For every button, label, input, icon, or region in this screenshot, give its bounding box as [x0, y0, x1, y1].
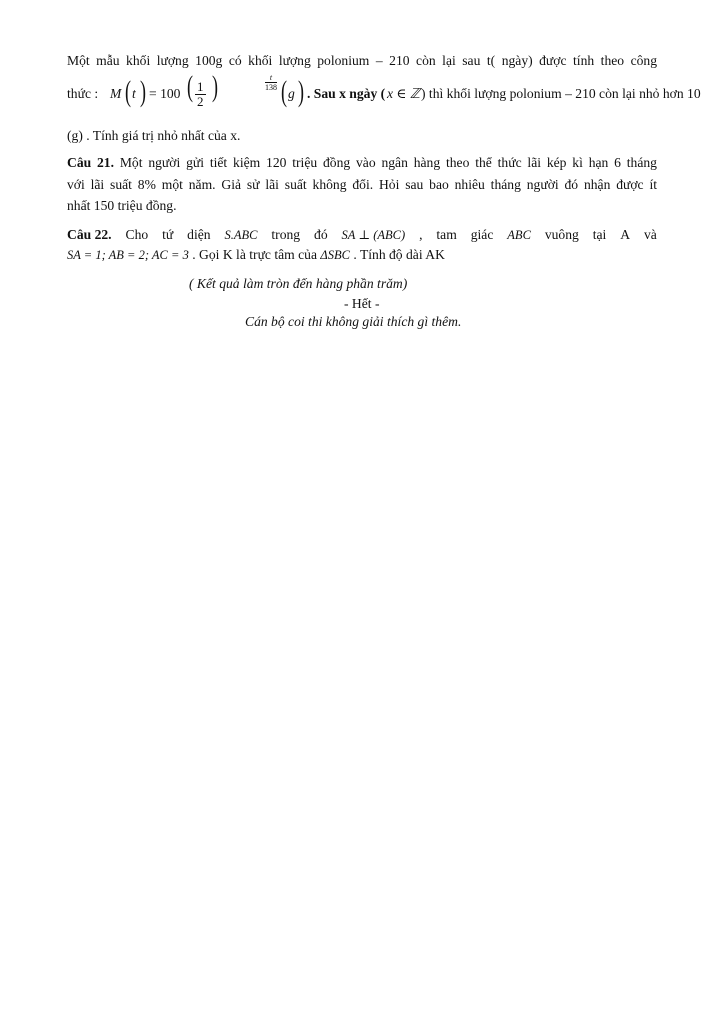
- fraction-half: [195, 80, 206, 109]
- q22-label: Câu 22.: [67, 227, 112, 242]
- q22-line2-math2: ΔSBC: [320, 248, 350, 262]
- q22-w10: tại: [592, 227, 607, 242]
- q21-line1: [67, 152, 657, 174]
- q21-line3-text: nhất 150 triệu đồng.: [67, 198, 177, 213]
- formula-t: t: [132, 86, 136, 101]
- q22-line1: [67, 224, 657, 246]
- q22-m2: SA ⊥ (ABC): [341, 228, 406, 242]
- p1-line3: [67, 128, 657, 144]
- formula-prefix: thức :: [67, 86, 99, 101]
- paren-close-3: ): [298, 75, 304, 108]
- exponent: [265, 73, 277, 92]
- q22-w2: tứ: [162, 227, 174, 242]
- q22-m1: S.ABC: [224, 228, 258, 242]
- q21-line2-text: với lãi suất 8% một năm. Giả sử lãi suất không đổi. Hỏi sau bao nhiêu tháng người đó nhận được ít: [67, 177, 657, 192]
- exp-num: t: [265, 73, 277, 83]
- q22-m3: ABC: [507, 228, 531, 242]
- p1-line3-text: (g) . Tính giá trị nhỏ nhất của x.: [67, 128, 241, 143]
- q22-w5: đó: [314, 227, 328, 242]
- q22-line2-math: SA = 1; AB = 2; AC = 3: [67, 248, 189, 262]
- q21-line1-text: Một người gửi tiết kiệm 120 triệu đồng vào ngân hàng theo thể thức lãi kép kì hạn 6 tháng: [119, 155, 657, 170]
- q22-w9: vuông: [544, 227, 579, 242]
- p1-formula-line: [67, 70, 701, 114]
- p1-line1: [67, 50, 657, 72]
- q22-w4: trong: [271, 227, 301, 242]
- q22-w7: tam: [436, 227, 457, 242]
- formula-rest: . Sau x ngày (: [307, 86, 386, 101]
- formula-tail: ) thì khối lượng polonium – 210 còn lại nhỏ hơn 10: [421, 86, 701, 101]
- q21-label: Câu 21.: [67, 155, 114, 170]
- q22-w1: Cho: [125, 227, 149, 242]
- frac-num: 1: [197, 79, 204, 94]
- exp-den: 138: [265, 83, 277, 92]
- paren-close-1: ): [140, 75, 146, 108]
- paren-close-2: ): [212, 70, 218, 103]
- q22-w6: ,: [419, 227, 423, 242]
- q22-line2-b: . Tính độ dài AK: [353, 247, 445, 262]
- q21-line2: [67, 174, 657, 196]
- q22-w8: giác: [470, 227, 494, 242]
- q22-line2: [67, 247, 657, 263]
- q22-w11: A: [620, 227, 631, 242]
- end-marker: - Hết -: [344, 296, 380, 311]
- p1-line1-text: Một mẫu khối lượng 100g có khối lượng polonium – 210 còn lại sau t( ngày) được tính theo công: [67, 53, 657, 68]
- q22-line2-a: . Gọi K là trực tâm của: [192, 247, 318, 262]
- formula-m: M: [110, 86, 122, 101]
- proctor-note: Cán bộ coi thi không giải thích gì thêm.: [245, 314, 462, 329]
- q22-w3: diện: [187, 227, 211, 242]
- formula-eq: = 100: [149, 86, 181, 101]
- q22-w12: và: [644, 227, 657, 242]
- q21-line3: [67, 198, 657, 214]
- rounding-note: ( Kết quả làm tròn đến hàng phần trăm): [189, 276, 408, 291]
- formula-g: g: [288, 86, 295, 101]
- paren-open-1: (: [125, 75, 131, 108]
- paren-open-2: (: [187, 70, 193, 103]
- frac-den: 2: [197, 94, 204, 109]
- x-in-z: x ∈ ℤ: [387, 86, 421, 101]
- paren-open-3: (: [281, 75, 287, 108]
